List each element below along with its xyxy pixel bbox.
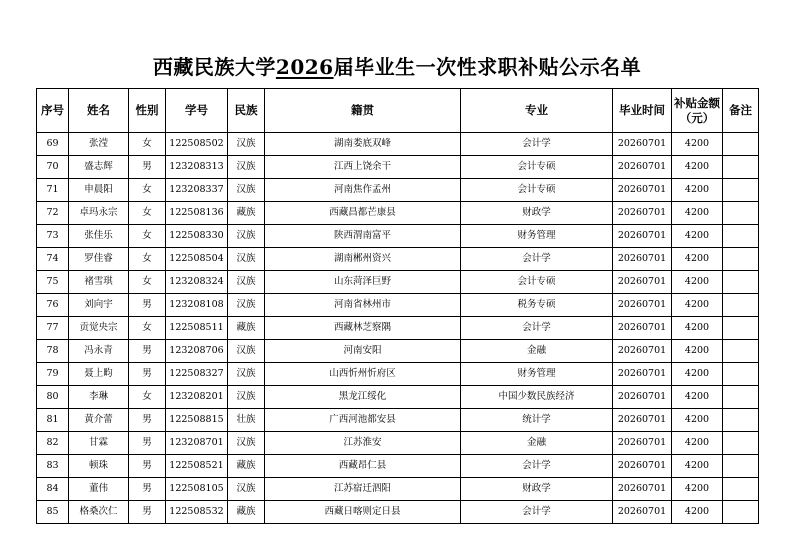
cell-amount: 4200 xyxy=(672,432,723,455)
cell-seq: 78 xyxy=(37,340,69,363)
cell-remarks xyxy=(723,179,759,202)
cell-amount: 4200 xyxy=(672,386,723,409)
cell-major: 会计学 xyxy=(461,317,613,340)
cell-grad-date: 20260701 xyxy=(613,340,672,363)
cell-grad-date: 20260701 xyxy=(613,225,672,248)
cell-ethnicity: 汉族 xyxy=(228,432,265,455)
cell-remarks xyxy=(723,294,759,317)
table-row xyxy=(37,363,759,386)
cell-remarks xyxy=(723,478,759,501)
cell-origin: 江苏淮安 xyxy=(265,432,461,455)
cell-remarks xyxy=(723,248,759,271)
cell-major: 会计专硕 xyxy=(461,156,613,179)
cell-remarks xyxy=(723,202,759,225)
cell-grad-date: 20260701 xyxy=(613,501,672,524)
cell-origin: 陕西渭南富平 xyxy=(265,225,461,248)
cell-seq: 83 xyxy=(37,455,69,478)
cell-origin: 黑龙江绥化 xyxy=(265,386,461,409)
cell-ethnicity: 汉族 xyxy=(228,386,265,409)
table-row xyxy=(37,409,759,432)
page-title xyxy=(0,52,794,82)
cell-student-id: 123208324 xyxy=(166,271,228,294)
cell-grad-date: 20260701 xyxy=(613,455,672,478)
cell-major: 统计学 xyxy=(461,409,613,432)
table-row xyxy=(37,501,759,524)
header-grad-date: 毕业时间 xyxy=(613,89,672,133)
header-ethnicity: 民族 xyxy=(228,89,265,133)
cell-student-id: 122508502 xyxy=(166,133,228,156)
cell-seq: 73 xyxy=(37,225,69,248)
cell-ethnicity: 汉族 xyxy=(228,133,265,156)
cell-major: 财政学 xyxy=(461,202,613,225)
cell-gender: 女 xyxy=(129,248,166,271)
header-amount-line1: 补贴金额 xyxy=(674,95,720,110)
cell-name: 张佳乐 xyxy=(69,225,129,248)
cell-grad-date: 20260701 xyxy=(613,202,672,225)
cell-ethnicity: 汉族 xyxy=(228,340,265,363)
cell-gender: 男 xyxy=(129,501,166,524)
cell-name: 李琳 xyxy=(69,386,129,409)
cell-amount: 4200 xyxy=(672,409,723,432)
cell-gender: 女 xyxy=(129,179,166,202)
cell-origin: 湖南娄底双峰 xyxy=(265,133,461,156)
cell-grad-date: 20260701 xyxy=(613,363,672,386)
cell-origin: 西藏昂仁县 xyxy=(265,455,461,478)
cell-major: 会计学 xyxy=(461,248,613,271)
cell-seq: 82 xyxy=(37,432,69,455)
cell-remarks xyxy=(723,271,759,294)
cell-remarks xyxy=(723,455,759,478)
table-row xyxy=(37,432,759,455)
cell-origin: 江西上饶余干 xyxy=(265,156,461,179)
cell-grad-date: 20260701 xyxy=(613,248,672,271)
cell-name: 黄介蕾 xyxy=(69,409,129,432)
table-row xyxy=(37,294,759,317)
cell-major: 会计专硕 xyxy=(461,271,613,294)
cell-remarks xyxy=(723,225,759,248)
cell-amount: 4200 xyxy=(672,271,723,294)
header-remarks: 备注 xyxy=(723,89,759,133)
cell-gender: 男 xyxy=(129,294,166,317)
cell-student-id: 123208313 xyxy=(166,156,228,179)
cell-gender: 女 xyxy=(129,133,166,156)
header-student-id: 学号 xyxy=(166,89,228,133)
cell-remarks xyxy=(723,363,759,386)
cell-major: 金融 xyxy=(461,340,613,363)
header-origin: 籍贯 xyxy=(265,89,461,133)
cell-major: 会计学 xyxy=(461,455,613,478)
cell-student-id: 123208701 xyxy=(166,432,228,455)
header-row xyxy=(37,89,759,133)
cell-remarks xyxy=(723,340,759,363)
cell-student-id: 123208108 xyxy=(166,294,228,317)
cell-remarks xyxy=(723,501,759,524)
cell-name: 董伟 xyxy=(69,478,129,501)
cell-name: 冯永青 xyxy=(69,340,129,363)
header-major: 专业 xyxy=(461,89,613,133)
cell-ethnicity: 汉族 xyxy=(228,179,265,202)
title-prefix: 西藏民族大学 xyxy=(152,55,276,79)
cell-major: 财务管理 xyxy=(461,363,613,386)
cell-gender: 男 xyxy=(129,156,166,179)
cell-amount: 4200 xyxy=(672,133,723,156)
header-name: 姓名 xyxy=(69,89,129,133)
cell-major: 会计专硕 xyxy=(461,179,613,202)
cell-seq: 72 xyxy=(37,202,69,225)
cell-name: 聂上畇 xyxy=(69,363,129,386)
cell-ethnicity: 汉族 xyxy=(228,363,265,386)
cell-grad-date: 20260701 xyxy=(613,386,672,409)
cell-gender: 女 xyxy=(129,317,166,340)
cell-ethnicity: 汉族 xyxy=(228,156,265,179)
table-row xyxy=(37,455,759,478)
cell-student-id: 123208337 xyxy=(166,179,228,202)
cell-student-id: 122508532 xyxy=(166,501,228,524)
cell-ethnicity: 藏族 xyxy=(228,501,265,524)
cell-major: 税务专硕 xyxy=(461,294,613,317)
cell-amount: 4200 xyxy=(672,317,723,340)
cell-grad-date: 20260701 xyxy=(613,409,672,432)
cell-grad-date: 20260701 xyxy=(613,271,672,294)
cell-amount: 4200 xyxy=(672,248,723,271)
cell-name: 申晨阳 xyxy=(69,179,129,202)
cell-seq: 74 xyxy=(37,248,69,271)
cell-seq: 70 xyxy=(37,156,69,179)
cell-amount: 4200 xyxy=(672,340,723,363)
cell-remarks xyxy=(723,432,759,455)
cell-amount: 4200 xyxy=(672,501,723,524)
cell-name: 罗佳睿 xyxy=(69,248,129,271)
cell-seq: 84 xyxy=(37,478,69,501)
cell-gender: 女 xyxy=(129,225,166,248)
cell-amount: 4200 xyxy=(672,202,723,225)
title-suffix: 届毕业生一次性求职补贴公示名单 xyxy=(333,55,642,79)
cell-name: 盛志辉 xyxy=(69,156,129,179)
cell-seq: 81 xyxy=(37,409,69,432)
cell-grad-date: 20260701 xyxy=(613,133,672,156)
cell-origin: 西藏日喀则定日县 xyxy=(265,501,461,524)
cell-ethnicity: 汉族 xyxy=(228,248,265,271)
cell-name: 刘向宇 xyxy=(69,294,129,317)
table-row xyxy=(37,478,759,501)
cell-seq: 80 xyxy=(37,386,69,409)
cell-remarks xyxy=(723,133,759,156)
cell-amount: 4200 xyxy=(672,455,723,478)
cell-origin: 西藏昌都芒康县 xyxy=(265,202,461,225)
cell-amount: 4200 xyxy=(672,179,723,202)
cell-gender: 男 xyxy=(129,455,166,478)
cell-name: 格桑次仁 xyxy=(69,501,129,524)
cell-ethnicity: 藏族 xyxy=(228,317,265,340)
table-row xyxy=(37,156,759,179)
header-amount xyxy=(672,89,723,133)
cell-gender: 男 xyxy=(129,478,166,501)
table-row xyxy=(37,248,759,271)
cell-amount: 4200 xyxy=(672,478,723,501)
cell-amount: 4200 xyxy=(672,225,723,248)
cell-name: 卓玛永宗 xyxy=(69,202,129,225)
table-row xyxy=(37,225,759,248)
cell-name: 顿珠 xyxy=(69,455,129,478)
cell-seq: 71 xyxy=(37,179,69,202)
cell-ethnicity: 壮族 xyxy=(228,409,265,432)
cell-ethnicity: 藏族 xyxy=(228,202,265,225)
cell-gender: 男 xyxy=(129,363,166,386)
cell-origin: 山西忻州忻府区 xyxy=(265,363,461,386)
cell-gender: 男 xyxy=(129,340,166,363)
cell-remarks xyxy=(723,317,759,340)
cell-student-id: 123208706 xyxy=(166,340,228,363)
table-row xyxy=(37,340,759,363)
cell-grad-date: 20260701 xyxy=(613,432,672,455)
cell-remarks xyxy=(723,386,759,409)
cell-gender: 男 xyxy=(129,409,166,432)
cell-student-id: 123208201 xyxy=(166,386,228,409)
cell-origin: 河南省林州市 xyxy=(265,294,461,317)
cell-ethnicity: 汉族 xyxy=(228,271,265,294)
cell-gender: 男 xyxy=(129,432,166,455)
cell-ethnicity: 汉族 xyxy=(228,478,265,501)
header-seq: 序号 xyxy=(37,89,69,133)
cell-amount: 4200 xyxy=(672,156,723,179)
cell-seq: 77 xyxy=(37,317,69,340)
cell-major: 会计学 xyxy=(461,501,613,524)
table-row xyxy=(37,317,759,340)
cell-seq: 85 xyxy=(37,501,69,524)
cell-grad-date: 20260701 xyxy=(613,156,672,179)
cell-gender: 女 xyxy=(129,271,166,294)
subsidy-roster-table xyxy=(36,88,759,524)
cell-student-id: 122508330 xyxy=(166,225,228,248)
cell-remarks xyxy=(723,156,759,179)
cell-grad-date: 20260701 xyxy=(613,478,672,501)
cell-grad-date: 20260701 xyxy=(613,179,672,202)
cell-ethnicity: 汉族 xyxy=(228,225,265,248)
cell-origin: 山东菏泽巨野 xyxy=(265,271,461,294)
cell-name: 甘霖 xyxy=(69,432,129,455)
cell-major: 金融 xyxy=(461,432,613,455)
table-row xyxy=(37,202,759,225)
cell-student-id: 122508504 xyxy=(166,248,228,271)
header-gender: 性别 xyxy=(129,89,166,133)
cell-student-id: 122508521 xyxy=(166,455,228,478)
cell-amount: 4200 xyxy=(672,294,723,317)
table-row xyxy=(37,386,759,409)
cell-student-id: 122508815 xyxy=(166,409,228,432)
table-row xyxy=(37,133,759,156)
cell-seq: 79 xyxy=(37,363,69,386)
table-row xyxy=(37,271,759,294)
cell-origin: 西藏林芝察隅 xyxy=(265,317,461,340)
cell-origin: 湖南郴州资兴 xyxy=(265,248,461,271)
table-row xyxy=(37,179,759,202)
cell-seq: 69 xyxy=(37,133,69,156)
cell-gender: 女 xyxy=(129,386,166,409)
cell-grad-date: 20260701 xyxy=(613,294,672,317)
cell-ethnicity: 汉族 xyxy=(228,294,265,317)
cell-major: 财务管理 xyxy=(461,225,613,248)
cell-name: 贡觉央宗 xyxy=(69,317,129,340)
title-year: 2026 xyxy=(275,55,334,79)
cell-student-id: 122508327 xyxy=(166,363,228,386)
cell-name: 褚雪琪 xyxy=(69,271,129,294)
cell-major: 中国少数民族经济 xyxy=(461,386,613,409)
cell-student-id: 122508511 xyxy=(166,317,228,340)
header-amount-line2: （元） xyxy=(679,110,715,125)
cell-remarks xyxy=(723,409,759,432)
cell-origin: 广西河池都安县 xyxy=(265,409,461,432)
cell-major: 会计学 xyxy=(461,133,613,156)
cell-origin: 河南安阳 xyxy=(265,340,461,363)
cell-student-id: 122508136 xyxy=(166,202,228,225)
cell-grad-date: 20260701 xyxy=(613,317,672,340)
table-body xyxy=(37,133,759,524)
cell-origin: 江苏宿迁泗阳 xyxy=(265,478,461,501)
table-header xyxy=(37,89,759,133)
cell-origin: 河南焦作孟州 xyxy=(265,179,461,202)
cell-student-id: 122508105 xyxy=(166,478,228,501)
cell-seq: 75 xyxy=(37,271,69,294)
cell-gender: 女 xyxy=(129,202,166,225)
cell-amount: 4200 xyxy=(672,363,723,386)
cell-seq: 76 xyxy=(37,294,69,317)
cell-name: 张滢 xyxy=(69,133,129,156)
cell-major: 财政学 xyxy=(461,478,613,501)
cell-ethnicity: 藏族 xyxy=(228,455,265,478)
